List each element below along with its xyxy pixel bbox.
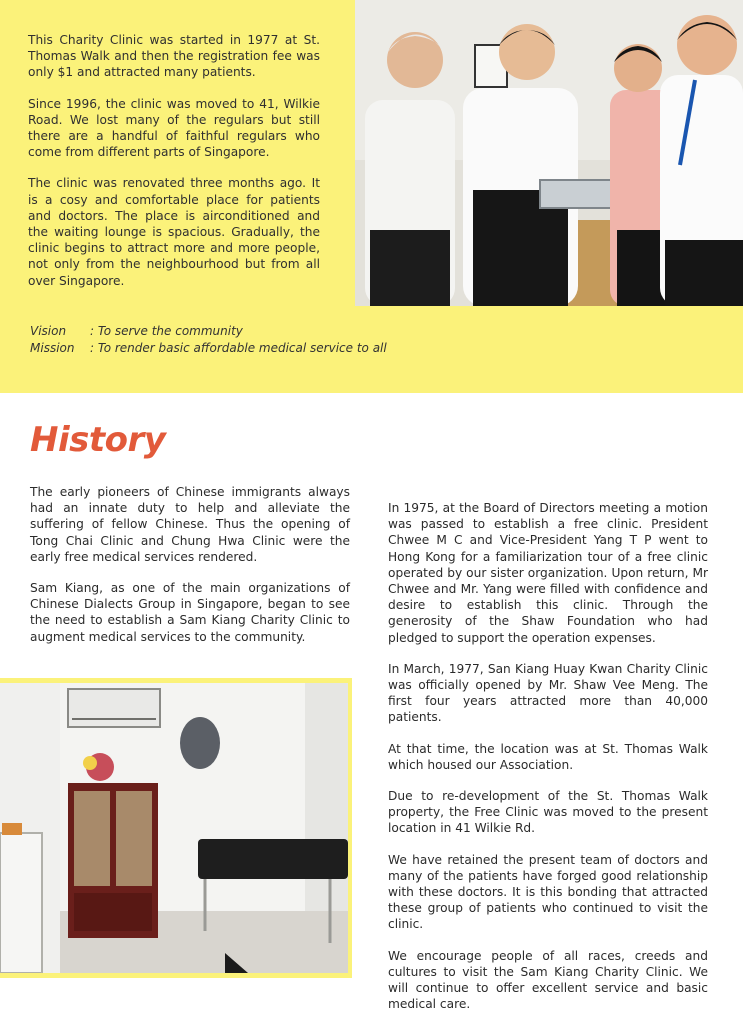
intro-paragraph-3: The clinic was renovated three months ago. It is a cosy and comfortable place for patients and doctors. The place is airconditioned and the waiting lounge is spacious. Gradually, the clinic begins to attract more and more people, not only from the neighbourhood but from all over Singapore. xyxy=(28,176,320,288)
history-left-column xyxy=(30,484,350,660)
intro-paragraph-1: This Charity Clinic was started in 1977 at St. Thomas Walk and then the registration fee was only $1 and attracted many patients. xyxy=(28,33,320,80)
mission-label: Mission xyxy=(30,340,75,355)
vision-label: Vision xyxy=(30,324,67,338)
history-right-paragraph-6: We encourage people of all races, creeds and cultures to visit the Sam Kiang Charity Clinic. We will continue to offer excellent service and basic medical care. xyxy=(388,948,708,1012)
presentation-photo-illustration xyxy=(355,0,743,306)
history-heading: History xyxy=(30,420,166,460)
history-right-column xyxy=(388,500,708,1027)
clinic-room-illustration xyxy=(0,683,348,973)
history-right-paragraph-2: In March, 1977, San Kiang Huay Kwan Charity Clinic was officially opened by Mr. Shaw Vee Meng. The first four years attracted more than 40,000 patients. xyxy=(388,661,708,725)
history-right-paragraph-5: We have retained the present team of doctors and many of the patients have forged good relationship with these doctors. It is this bonding that attracted these group of patients who continued to visit the clinic. xyxy=(388,852,708,932)
mission-row xyxy=(30,340,450,357)
history-left-paragraph-1: The early pioneers of Chinese immigrants always had an innate duty to help and alleviate the suffering of fellow Chinese. Thus the opening of Tong Chai Clinic and Chung Hwa Clinic were the early free medical services rendered. xyxy=(30,485,350,564)
vision-mission xyxy=(30,323,450,356)
history-right-paragraph-1: In 1975, at the Board of Directors meeting a motion was passed to establish a free clinic. President Chwee M C and Vice-President Yang T P went to Hong Kong for a familiarization tour of a free clinic operated by our sister organization. Upon return, Mr Chwee and Mr. Yang were filled with confidence and desire to establish this clinic. Through the generosity of the Shaw Foundation who had pledged to support the operation expenses. xyxy=(388,501,708,645)
mission-text: : To render basic affordable medical service to all xyxy=(90,340,387,355)
intro-text xyxy=(28,32,320,304)
clinic-room-photo xyxy=(0,678,352,978)
history-left-paragraph-2: Sam Kiang, as one of the main organizations of Chinese Dialects Group in Singapore, began to see the need to establish a Sam Kiang Charity Clinic to augment medical services to the community. xyxy=(30,581,350,644)
intro-paragraph-2: Since 1996, the clinic was moved to 41, Wilkie Road. We lost many of the regulars but still there are a handful of faithful regulars who come from different parts of Singapore. xyxy=(28,96,320,160)
history-right-paragraph-4: Due to re-development of the St. Thomas Walk property, the Free Clinic was moved to the present location in 41 Wilkie Rd. xyxy=(388,789,708,836)
vision-text: : To serve the community xyxy=(90,324,243,338)
presentation-photo xyxy=(355,0,743,306)
history-right-paragraph-3: At that time, the location was at St. Thomas Walk which housed our Association. xyxy=(388,741,708,772)
vision-row xyxy=(30,323,450,340)
